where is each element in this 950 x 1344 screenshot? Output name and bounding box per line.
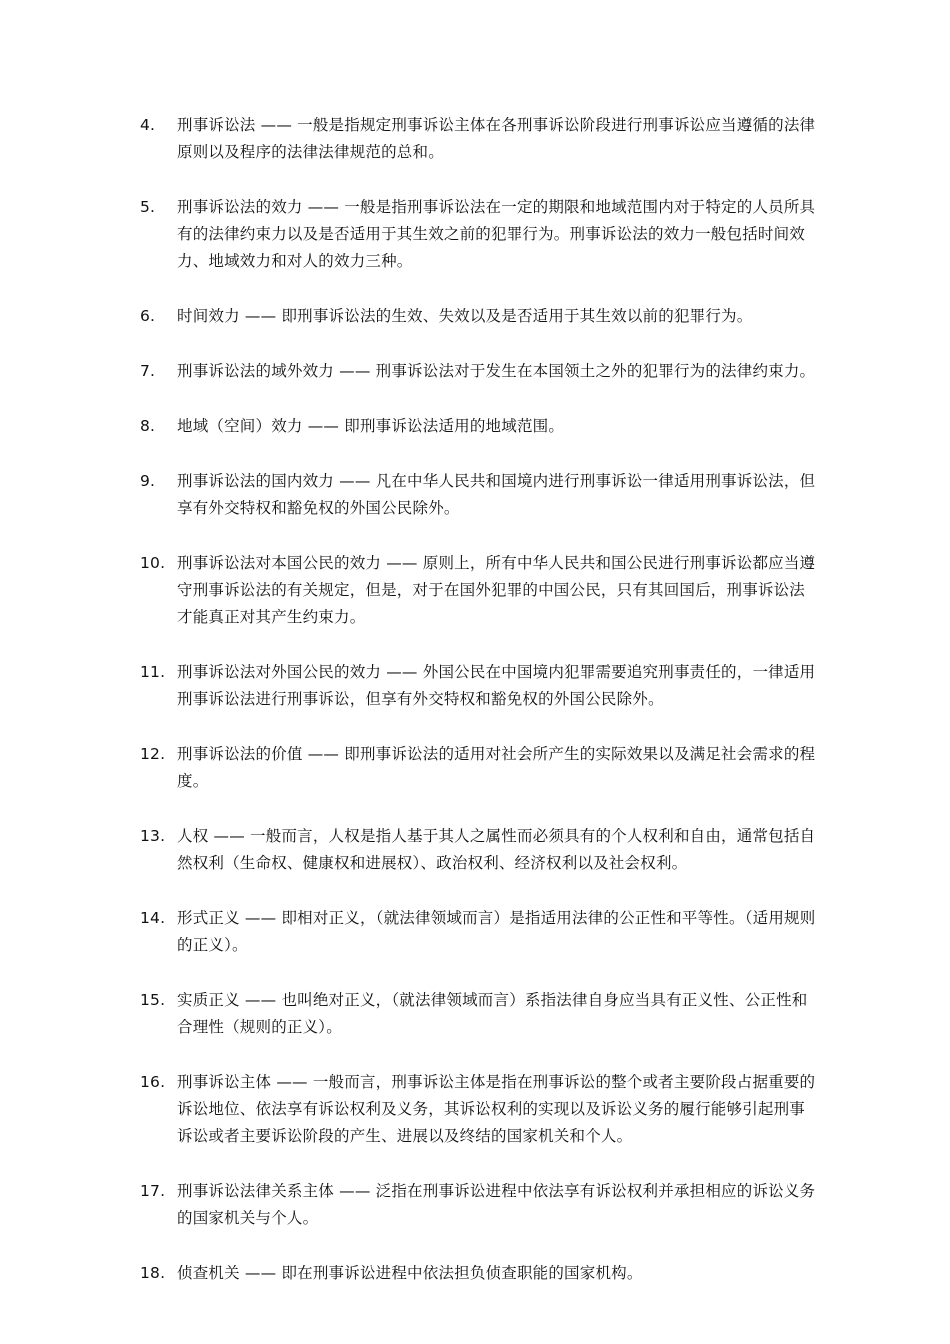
definition-entry [140,987,820,1041]
definition-list [140,112,820,1315]
entry-number: 7. [140,362,156,380]
entry-number: 11. [140,663,166,681]
entry-number: 6. [140,307,156,325]
entry-text: 实质正义 —— 也叫绝对正义，（就法律领域而言）系指法律自身应当具有正义性、公正性和合理性（规则的正义）。 [177,991,808,1036]
entry-text: 刑事诉讼法的域外效力 —— 刑事诉讼法对于发生在本国领土之外的犯罪行为的法律约束力。 [177,362,816,380]
entry-number: 17. [140,1182,166,1200]
definition-entry [140,1260,820,1287]
entry-text: 刑事诉讼法对外国公民的效力 —— 外国公民在中国境内犯罪需要追究刑事责任的，一律适用刑事诉讼法进行刑事诉讼，但享有外交特权和豁免权的外国公民除外。 [177,663,816,708]
definition-entry [140,1069,820,1150]
entry-text: 侦查机关 —— 即在刑事诉讼进程中依法担负侦查职能的国家机构。 [177,1264,643,1282]
entry-text: 刑事诉讼法 —— 一般是指规定刑事诉讼主体在各刑事诉讼阶段进行刑事诉讼应当遵循的法律原则以及程序的法律法律规范的总和。 [177,116,816,161]
definition-entry [140,741,820,795]
definition-entry [140,1178,820,1232]
entry-number: 5. [140,198,156,216]
definition-entry [140,358,820,385]
entry-text: 人权 —— 一般而言，人权是指人基于其人之属性而必须具有的个人权利和自由，通常包括自然权利（生命权、健康权和进展权）、政治权利、经济权利以及社会权利。 [177,827,816,872]
entry-number: 12. [140,745,166,763]
entry-text: 刑事诉讼法对本国公民的效力 —— 原则上，所有中华人民共和国公民进行刑事诉讼都应当遵守刑事诉讼法的有关规定，但是，对于在国外犯罪的中国公民，只有其回国后，刑事诉讼法才能真正对其产生约束力。 [177,554,816,626]
definition-entry [140,194,820,275]
definition-entry [140,303,820,330]
entry-text: 形式正义 —— 即相对正义，（就法律领域而言）是指适用法律的公正性和平等性。（适用规则的正义）。 [177,909,816,954]
entry-text: 时间效力 —— 即刑事诉讼法的生效、失效以及是否适用于其生效以前的犯罪行为。 [177,307,753,325]
definition-entry [140,905,820,959]
entry-number: 8. [140,417,156,435]
definition-entry [140,823,820,877]
definition-entry [140,659,820,713]
entry-number: 18. [140,1264,166,1282]
entry-number: 10. [140,554,166,572]
entry-text: 刑事诉讼法的效力 —— 一般是指刑事诉讼法在一定的期限和地域范围内对于特定的人员所具有的法律约束力以及是否适用于其生效之前的犯罪行为。刑事诉讼法的效力一般包括时间效力、地域效力和对人的效力三种。 [177,198,816,270]
entry-text: 刑事诉讼法的价值 —— 即刑事诉讼法的适用对社会所产生的实际效果以及满足社会需求的程度。 [177,745,816,790]
entry-number: 14. [140,909,166,927]
definition-entry [140,468,820,522]
entry-number: 9. [140,472,156,490]
entry-text: 地域（空间）效力 —— 即刑事诉讼法适用的地域范围。 [177,417,565,435]
entry-number: 4. [140,116,156,134]
entry-text: 刑事诉讼法律关系主体 —— 泛指在刑事诉讼进程中依法享有诉讼权利并承担相应的诉讼义务的国家机关与个人。 [177,1182,816,1227]
entry-number: 16. [140,1073,166,1091]
entry-text: 刑事诉讼主体 —— 一般而言，刑事诉讼主体是指在刑事诉讼的整个或者主要阶段占据重要的诉讼地位、依法享有诉讼权利及义务，其诉讼权利的实现以及诉讼义务的履行能够引起刑事诉讼或者主要诉讼阶段的产生、进展以及终结的国家机关和个人。 [177,1073,816,1145]
definition-entry [140,413,820,440]
definition-entry [140,112,820,166]
entry-number: 15. [140,991,166,1009]
entry-text: 刑事诉讼法的国内效力 —— 凡在中华人民共和国境内进行刑事诉讼一律适用刑事诉讼法，但享有外交特权和豁免权的外国公民除外。 [177,472,816,517]
definition-entry [140,550,820,631]
entry-number: 13. [140,827,166,845]
